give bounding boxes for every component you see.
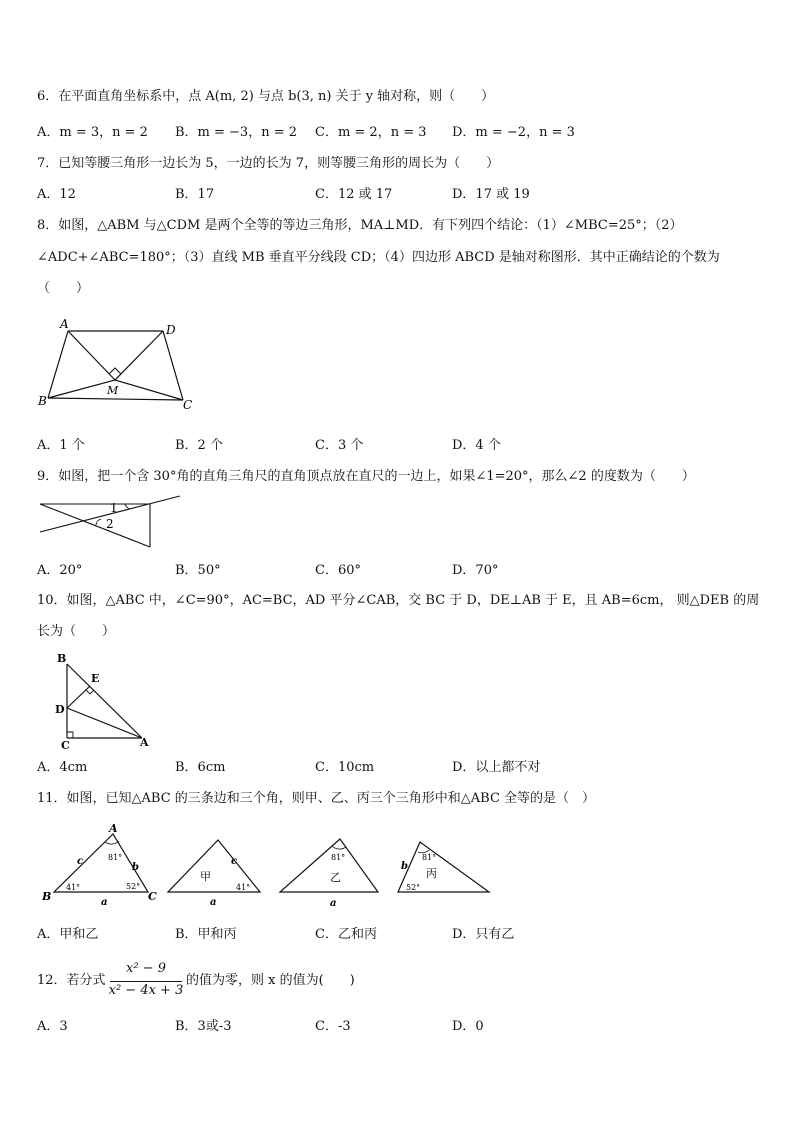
q9-option-c[interactable]: C．60° — [315, 563, 361, 578]
q8-figure — [36, 316, 200, 410]
q9-angle1-arc — [125, 504, 130, 509]
q6-stem: 6．在平面直角坐标系中，点 A(m, 2) 与点 b(3, n) 关于 y 轴对称，则（ ） — [37, 89, 495, 104]
q11-bing-label: 丙 — [426, 867, 437, 880]
q8-label-d: D — [166, 323, 176, 337]
q11-options — [37, 926, 757, 944]
q7-option-c[interactable]: C．12 或 17 — [315, 187, 393, 202]
q11-yi-label: 乙 — [330, 871, 341, 884]
q8-option-a[interactable]: A．1 个 — [37, 438, 85, 453]
q12-denominator: x² − 4x + 3 — [108, 983, 184, 998]
q10-right-angle-c — [67, 732, 73, 738]
q10-option-b[interactable]: B．6cm — [175, 760, 226, 775]
q6-option-a[interactable]: A．m = 3，n = 2 — [37, 125, 148, 140]
q8-stem-line3: （ ） — [37, 281, 90, 296]
q11-abc-angle-52: 52° — [126, 882, 141, 891]
q12-numerator: x² − 9 — [126, 961, 166, 976]
q8-seg-bc — [48, 398, 183, 400]
q11-yi-angle-81: 81° — [331, 853, 346, 862]
q6-options — [37, 124, 757, 142]
q6-option-b[interactable]: B．m = −3，n = 2 — [175, 125, 298, 140]
q11-abc-label-b: B — [42, 890, 52, 903]
q6-option-c[interactable]: C．m = 2，n = 3 — [315, 125, 427, 140]
q8-label-c: C — [183, 398, 193, 410]
q12-option-c[interactable]: C．-3 — [315, 1019, 351, 1034]
q7-options — [37, 186, 757, 204]
q9-label-angle2: 2 — [106, 517, 114, 531]
q10-right-angle-e — [86, 690, 94, 694]
q11-triangle-abc — [41, 822, 157, 908]
q11-abc-side-a: a — [101, 897, 108, 908]
q10-seg-ba — [67, 664, 142, 738]
q11-bing-angle-81: 81° — [422, 853, 437, 862]
q11-figures — [38, 822, 494, 908]
q8-seg-dm — [115, 331, 163, 380]
q9-angle2-arc — [96, 519, 101, 525]
q11-abc-label-a: A — [109, 822, 118, 835]
q9-stem: 9．如图，把一个含 30°角的直角三角尺的直角顶点放在直尺的一边上，如果∠1=20°，那么∠2 的度数为（ ） — [37, 469, 695, 484]
q10-option-c[interactable]: C．10cm — [315, 760, 375, 775]
q11-option-b[interactable]: B．甲和丙 — [175, 927, 237, 942]
q8-option-d[interactable]: D．4 个 — [452, 438, 501, 453]
q12-suffix: 的值为零，则 x 的值为( ) — [186, 973, 355, 988]
q12-option-b[interactable]: B．3或-3 — [175, 1019, 232, 1034]
q11-jia-side-a: a — [210, 897, 217, 908]
q8-label-a: A — [60, 317, 69, 331]
q6-option-d[interactable]: D．m = −2，n = 3 — [452, 125, 575, 140]
q11-triangle-jia — [168, 840, 260, 908]
q8-label-m: M — [107, 384, 119, 397]
q9-option-b[interactable]: B．50° — [175, 563, 221, 578]
q9-figure — [38, 494, 182, 550]
q11-abc-angle-81: 81° — [108, 853, 123, 862]
q11-option-d[interactable]: D．只有乙 — [452, 927, 515, 942]
q10-label-c: C — [61, 739, 70, 750]
q9-label-angle1: 1 — [110, 501, 118, 515]
q10-option-d[interactable]: D．以上都不对 — [452, 760, 541, 775]
q8-stem-line2: ∠ADC+∠ABC=180°；（3）直线 MB 垂直平分线段 CD；（4）四边形 ABCD 是轴对称图形．其中正确结论的个数为 — [37, 250, 720, 265]
q10-options — [37, 759, 757, 777]
q11-abc-side-c: c — [77, 856, 84, 867]
q11-abc-label-c: C — [148, 890, 157, 903]
q11-jia-label: 甲 — [200, 870, 211, 883]
q10-seg-de — [67, 686, 90, 708]
q12-options — [37, 1018, 757, 1036]
q10-label-b: B — [57, 652, 67, 665]
q8-seg-dc — [163, 331, 183, 400]
q10-seg-da — [67, 708, 142, 738]
q10-figure — [54, 650, 154, 750]
q10-label-d: D — [55, 703, 65, 716]
q7-option-b[interactable]: B．17 — [175, 187, 215, 202]
q8-stem-line1: 8．如图，△ABM 与△CDM 是两个全等的等边三角形，MA⊥MD．有下列四个结论：（1）∠MBC=25°；（2） — [37, 218, 683, 233]
q8-seg-bm — [48, 380, 115, 398]
q7-option-d[interactable]: D．17 或 19 — [452, 187, 530, 202]
q11-abc-angle-41: 41° — [66, 883, 81, 892]
q9-options — [37, 562, 757, 580]
q11-option-a[interactable]: A．甲和乙 — [37, 927, 99, 942]
q8-seg-cm — [115, 380, 183, 400]
q9-option-d[interactable]: D．70° — [452, 563, 499, 578]
q8-label-b: B — [38, 394, 47, 408]
q10-label-a: A — [140, 736, 149, 749]
q7-option-a[interactable]: A．12 — [37, 187, 76, 202]
q8-option-c[interactable]: C．3 个 — [315, 438, 364, 453]
q11-triangle-yi — [280, 839, 378, 908]
q8-right-angle-mark — [109, 368, 121, 380]
q10-label-e: E — [91, 672, 100, 685]
q10-stem-line2: 长为（ ） — [37, 624, 116, 639]
q10-option-a[interactable]: A．4cm — [37, 760, 88, 775]
q11-triangle-bing — [398, 842, 489, 892]
q8-options — [37, 437, 757, 455]
q9-option-a[interactable]: A．20° — [37, 563, 83, 578]
q12-prefix: 12．若分式 — [37, 973, 106, 988]
q11-option-c[interactable]: C．乙和丙 — [315, 927, 377, 942]
q11-jia-side-c: c — [231, 856, 238, 867]
q9-triangle-hypotenuse — [40, 504, 150, 547]
q11-stem: 11．如图，已知△ABC 的三条边和三个角，则甲、乙、丙三个三角形中和△ABC 全等的是（ ） — [37, 791, 596, 806]
q10-stem-line1: 10．如图，△ABC 中，∠C=90°，AC=BC，AD 平分∠CAB，交 BC 于 D，DE⊥AB 于 E，且 AB=6cm， 则△DEB 的周 — [37, 593, 760, 608]
q12-fraction — [108, 961, 184, 1001]
q12-option-d[interactable]: D．0 — [452, 1019, 484, 1034]
q7-stem: 7．已知等腰三角形一边长为 5，一边的长为 7，则等腰三角形的周长为（ ） — [37, 156, 500, 171]
q11-bing-angle-52: 52° — [406, 883, 421, 892]
q11-abc-side-b: b — [132, 862, 139, 873]
q8-option-b[interactable]: B．2 个 — [175, 438, 223, 453]
q8-seg-ab — [48, 331, 68, 398]
q11-jia-angle-41: 41° — [236, 883, 251, 892]
q11-bing-side-b: b — [401, 861, 408, 872]
q11-yi-side-a: a — [330, 898, 337, 908]
q12-fraction-bar — [110, 981, 182, 982]
q8-seg-am — [68, 331, 115, 380]
q12-option-a[interactable]: A．3 — [37, 1019, 68, 1034]
